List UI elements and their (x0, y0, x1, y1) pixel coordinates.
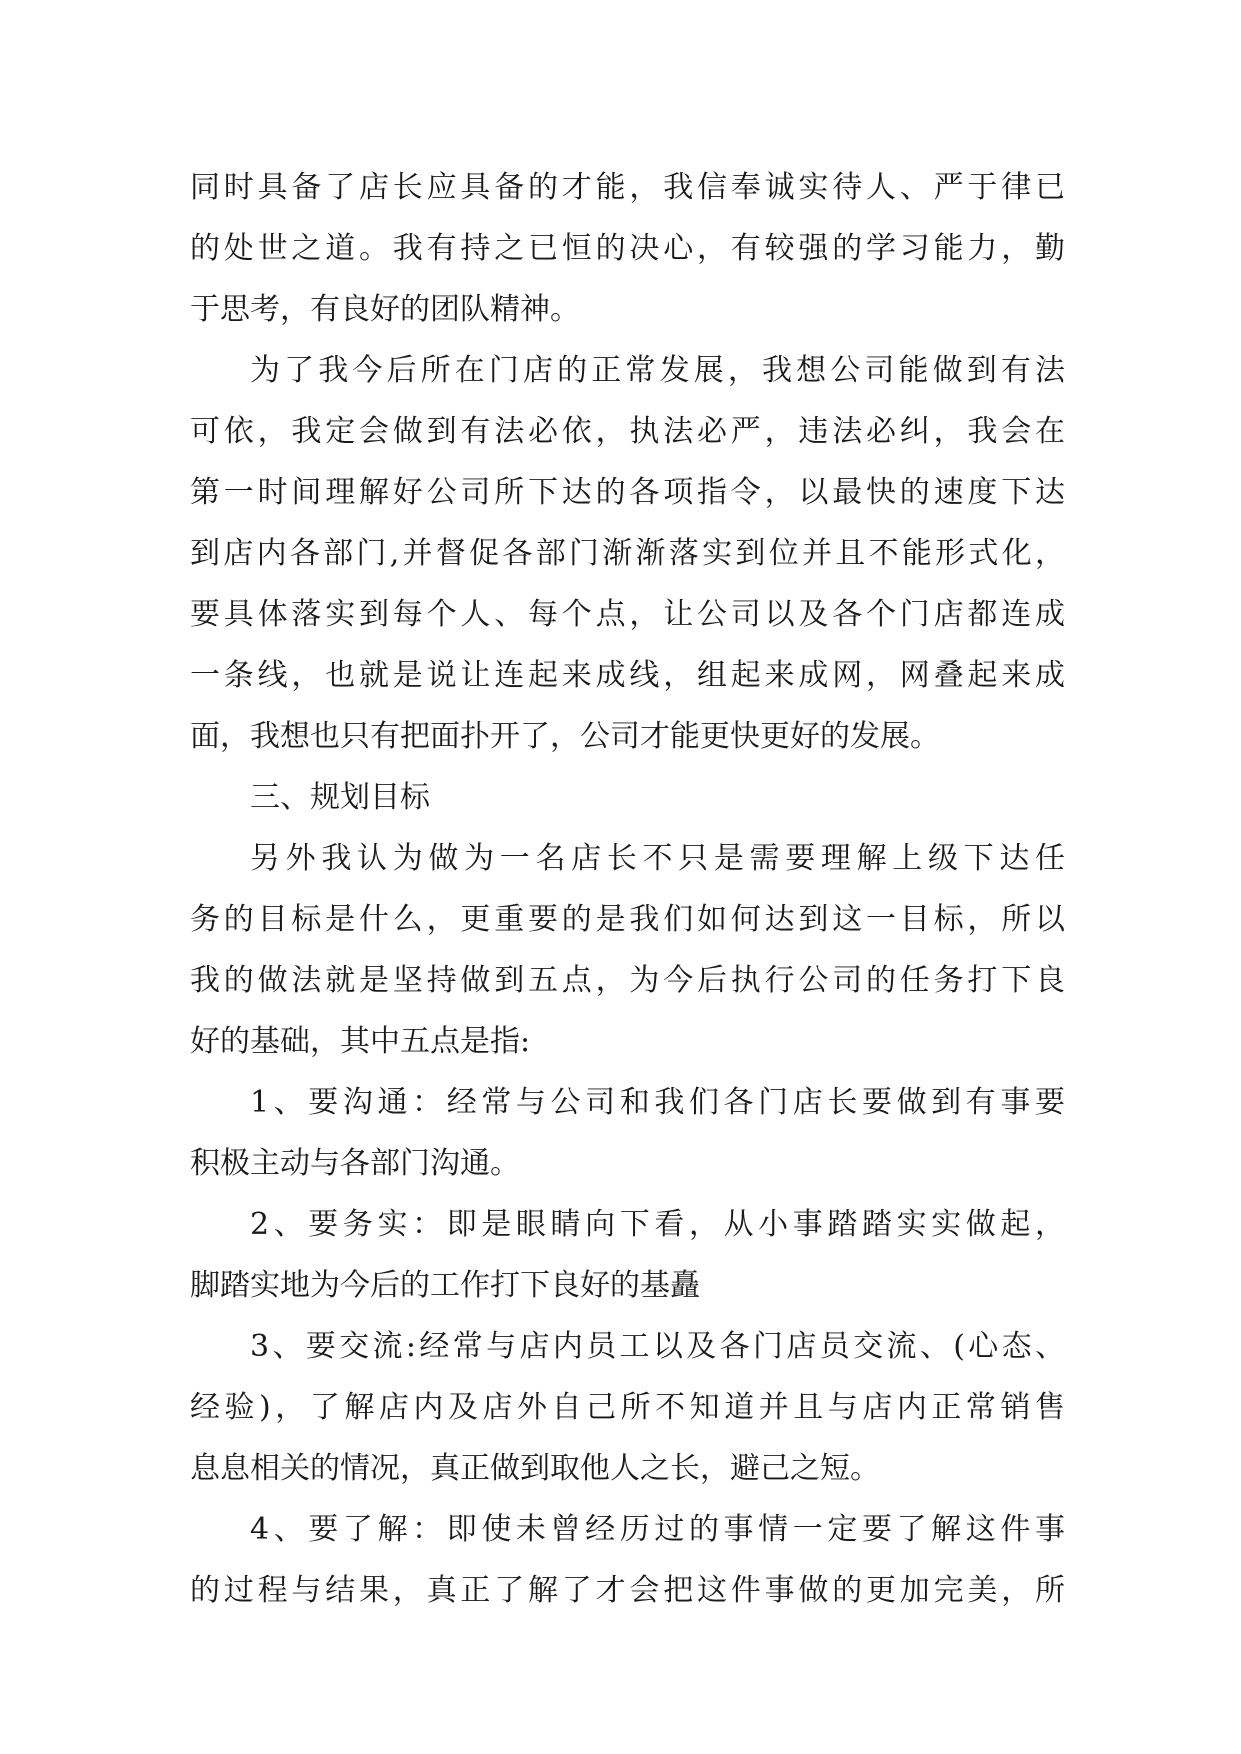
text-line-24: 的过程与结果，真正了解了才会把这件事做的更加完美，所 (190, 1573, 1065, 1608)
text-line-1: 同时具备了店长应具备的才能，我信奉诚实待人、严于律已 (190, 170, 1065, 205)
text-line-5: 可依，我定会做到有法必依，执法必严，违法必纠，我会在 (190, 414, 1065, 449)
text-line-18: 2、要务实：即是眼睛向下看，从小事踏踏实实做起， (250, 1207, 1065, 1242)
text-line-16: 1、要沟通：经常与公司和我们各门店长要做到有事要 (250, 1085, 1065, 1120)
text-line-14: 我的做法就是坚持做到五点，为今后执行公司的任务打下良 (190, 963, 1065, 998)
text-line-23: 4、要了解：即使未曾经历过的事情一定要了解这件事 (250, 1512, 1065, 1547)
text-line-20: 3、要交流:经常与店内员工以及各门店员交流、(心态、 (250, 1329, 1065, 1364)
text-line-15: 好的基础，其中五点是指: (190, 1024, 531, 1059)
text-line-13: 务的目标是什么，更重要的是我们如何达到这一目标，所以 (190, 902, 1065, 937)
text-line-4: 为了我今后所在门店的正常发展，我想公司能做到有法 (250, 353, 1065, 388)
text-line-6: 第一时间理解好公司所下达的各项指令，以最快的速度下达 (190, 475, 1065, 510)
section-heading: 三、规划目标 (250, 780, 430, 815)
text-line-21: 经验)，了解店内及店外自己所不知道并且与店内正常销售 (190, 1390, 1065, 1425)
text-line-9: 一条线，也就是说让连起来成线，组起来成网，网叠起来成 (190, 658, 1065, 693)
text-line-12: 另外我认为做为一名店长不只是需要理解上级下达任 (250, 841, 1065, 876)
text-line-2: 的处世之道。我有持之已恒的决心，有较强的学习能力，勤 (190, 231, 1065, 266)
text-line-10: 面，我想也只有把面扑开了，公司才能更快更好的发展。 (190, 719, 940, 754)
text-line-17: 积极主动与各部门沟通。 (190, 1146, 520, 1181)
text-line-3: 于思考，有良好的团队精神。 (190, 292, 580, 327)
text-line-7: 到店内各部门,并督促各部门渐渐落实到位并且不能形式化， (190, 536, 1065, 571)
text-line-19: 脚踏实地为今后的工作打下良好的基矗 (190, 1268, 700, 1303)
text-line-22: 息息相关的情况，真正做到取他人之长，避己之短。 (190, 1451, 880, 1486)
text-line-8: 要具体落实到每个人、每个点，让公司以及各个门店都连成 (190, 597, 1065, 632)
